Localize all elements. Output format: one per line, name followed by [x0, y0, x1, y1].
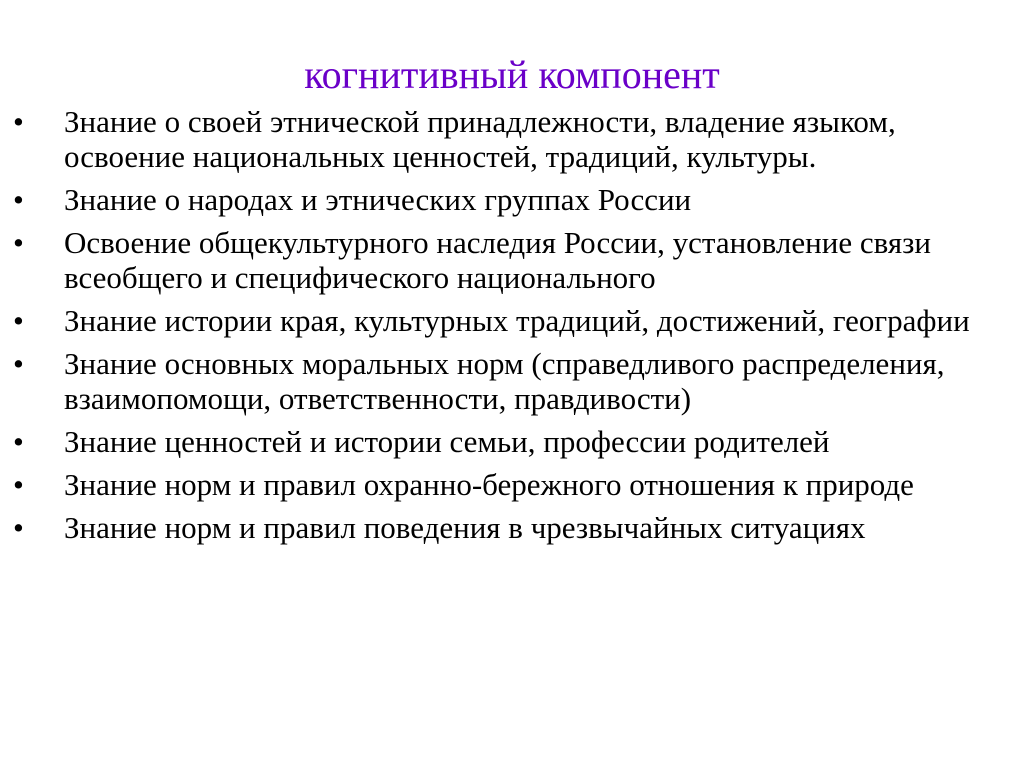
- list-item-text: Знание ценностей и истории семьи, профессии родителей: [64, 424, 830, 459]
- bullet-list: [0, 104, 1024, 553]
- list-item-text: Знание норм и правил поведения в чрезвычайных ситуациях: [64, 510, 866, 545]
- bullet-icon: •: [13, 346, 24, 381]
- list-item-text: Знание о своей этнической принадлежности, владение языком, освоение национальных ценностей, традиций, культуры.: [64, 104, 896, 174]
- list-item-text: Знание истории края, культурных традиций, достижений, географии: [64, 303, 970, 338]
- list-item: [0, 346, 1024, 416]
- list-item: [0, 467, 1024, 502]
- list-item-text: Знание о народах и этнических группах России: [64, 182, 692, 217]
- list-item: [0, 104, 1024, 174]
- list-item-text: Знание основных моральных норм (справедливого распределения, взаимопомощи, ответственности, правдивости): [64, 346, 945, 416]
- bullet-icon: •: [13, 182, 24, 217]
- bullet-icon: •: [13, 225, 24, 260]
- bullet-icon: •: [13, 104, 24, 139]
- list-item: [0, 225, 1024, 295]
- bullet-icon: •: [13, 467, 24, 502]
- list-item-text: Знание норм и правил охранно-бережного отношения к природе: [64, 467, 914, 502]
- list-item: [0, 303, 1024, 338]
- list-item: [0, 424, 1024, 459]
- bullet-icon: •: [13, 424, 24, 459]
- bullet-icon: •: [13, 303, 24, 338]
- slide-title: когнитивный компонент: [304, 52, 720, 97]
- list-item: [0, 510, 1024, 545]
- bullet-icon: •: [13, 510, 24, 545]
- list-item: [0, 182, 1024, 217]
- list-item-text: Освоение общекультурного наследия России, установление связи всеобщего и специфического национального: [64, 225, 931, 295]
